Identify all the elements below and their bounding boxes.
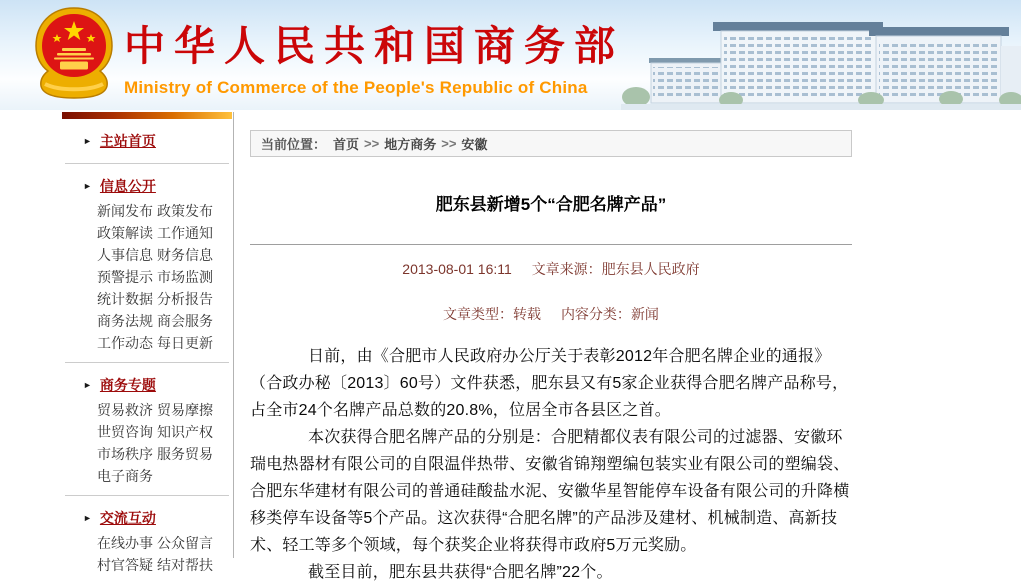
- sidebar-link[interactable]: 每日更新: [157, 335, 213, 351]
- sidebar-section: [65, 119, 229, 164]
- sidebar-accent-bar: [62, 112, 232, 119]
- article-category-label: 内容分类：: [560, 306, 631, 322]
- sidebar-section-title[interactable]: 信息公开: [99, 178, 156, 194]
- breadcrumb-link-2[interactable]: 地方商务: [384, 137, 437, 152]
- article-body: [250, 343, 852, 586]
- breadcrumb-link-1[interactable]: 首页: [333, 137, 360, 152]
- sidebar-link[interactable]: 世贸咨询: [97, 424, 153, 440]
- title-divider: [250, 244, 852, 245]
- sidebar-link[interactable]: 工作通知: [157, 225, 213, 241]
- sidebar-link[interactable]: 村官答疑: [97, 557, 153, 573]
- breadcrumb-separator: >>: [364, 136, 380, 151]
- article-category: 新闻: [630, 306, 659, 322]
- breadcrumb: [250, 130, 852, 157]
- sidebar-link[interactable]: 分析报告: [157, 291, 213, 307]
- sidebar-link[interactable]: 公众留言: [157, 535, 213, 551]
- sidebar: [62, 112, 232, 584]
- sidebar-link[interactable]: 财务信息: [157, 247, 213, 263]
- breadcrumb-items: [328, 134, 492, 153]
- breadcrumb-label: 当前位置：: [261, 137, 327, 152]
- sidebar-link[interactable]: 人事信息: [97, 247, 153, 263]
- section-arrow-icon: ►: [83, 512, 92, 523]
- sidebar-link[interactable]: 新闻发布: [97, 203, 153, 219]
- article-meta-secondary: [250, 304, 852, 324]
- sidebar-link[interactable]: 服务贸易: [157, 446, 213, 462]
- sidebar-link[interactable]: 商会服务: [157, 313, 213, 329]
- sidebar-link[interactable]: 预警提示: [97, 269, 153, 285]
- sidebar-section-title[interactable]: 主站首页: [99, 133, 156, 149]
- article-source: 肥东县人民政府: [601, 261, 700, 277]
- mofcom-building-illustration: [621, 0, 1021, 115]
- breadcrumb-link-3[interactable]: 安徽: [461, 137, 488, 152]
- sidebar-link[interactable]: 商务法规: [97, 313, 153, 329]
- sidebar-section-title[interactable]: 商务专题: [99, 377, 156, 393]
- article-title: 肥东县新增5个“合肥名牌产品”: [435, 195, 667, 214]
- sidebar-section-title[interactable]: 交流互动: [99, 510, 156, 526]
- article-paragraph: 日前，由《合肥市人民政府办公厅关于表彰2012年合肥名牌企业的通报》（合政办秘〔2013〕60号）文件获悉，肥东县又有5家企业获得合肥名牌产品称号，占全市24个名牌产品总数的20.8%，位居全市各县区之首。: [250, 348, 849, 419]
- sidebar-link[interactable]: 结对帮扶: [157, 557, 213, 573]
- sidebar-link[interactable]: 市场监测: [157, 269, 213, 285]
- site-header: [0, 0, 1021, 110]
- national-emblem-icon: [33, 7, 115, 104]
- section-arrow-icon: ►: [83, 135, 92, 146]
- article-paragraph: 本次获得合肥名牌产品的分别是：合肥精都仪表有限公司的过滤器、安徽环瑞电热器材有限公司的自限温伴热带、安徽省锦翔塑编包装实业有限公司的塑编袋、合肥东华建材有限公司的普通硅酸盐水泥、安徽华星智能停车设备有限公司的升降横移类停车设备等5个产品。这次获得“合肥名牌”的产品涉及建材、机械制造、高新技术、轻工等多个领域，每个获奖企业将获得市政府5万元奖励。: [250, 429, 850, 554]
- site-title-cn: 中华人民共和国商务部: [124, 22, 624, 70]
- sidebar-link[interactable]: 政策解读: [97, 225, 153, 241]
- article-type-label: 文章类型：: [443, 306, 514, 322]
- main-content: [250, 130, 852, 586]
- sidebar-sections: [62, 119, 232, 584]
- sidebar-link[interactable]: 贸易摩擦: [157, 402, 213, 418]
- sidebar-link[interactable]: 市场秩序: [97, 446, 153, 462]
- article-source-label: 文章来源：: [531, 261, 602, 277]
- sidebar-link[interactable]: 政策发布: [157, 203, 213, 219]
- article-datetime: 2013-08-01 16:11: [402, 261, 512, 277]
- sidebar-divider-line: [233, 112, 234, 558]
- breadcrumb-separator: >>: [441, 136, 457, 151]
- sidebar-section: [65, 363, 229, 496]
- sidebar-link[interactable]: 在线办事: [97, 535, 153, 551]
- sidebar-link[interactable]: 贸易救济: [97, 402, 153, 418]
- section-arrow-icon: ►: [83, 379, 92, 390]
- sidebar-link[interactable]: 知识产权: [157, 424, 213, 440]
- sidebar-section: [65, 496, 229, 584]
- sidebar-link[interactable]: 电子商务: [97, 468, 153, 484]
- article-paragraph: 截至目前，肥东县共获得“合肥名牌”22个。: [308, 564, 613, 581]
- sidebar-link[interactable]: 统计数据: [97, 291, 153, 307]
- site-title-en: Ministry of Commerce of the People's Republic of China: [124, 78, 588, 97]
- sidebar-section: [65, 164, 229, 363]
- sidebar-link[interactable]: 工作动态: [97, 335, 153, 351]
- article-type: 转载: [513, 306, 542, 322]
- section-arrow-icon: ►: [83, 180, 92, 191]
- article-meta-primary: [250, 259, 852, 279]
